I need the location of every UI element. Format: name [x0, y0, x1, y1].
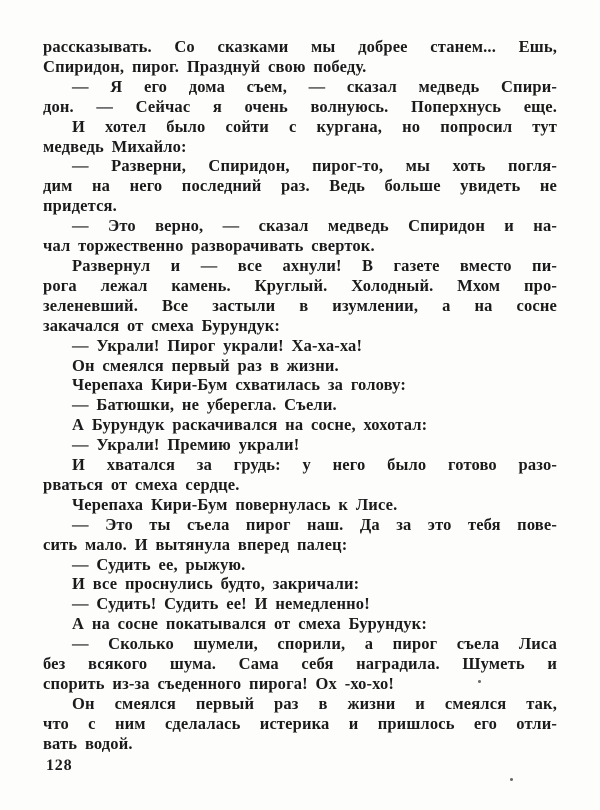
text-line: рассказывать. Со сказками мы добрее станем... Ешь,	[43, 37, 557, 56]
text-line: И хотел было сойти с кургана, но попросил тут	[72, 116, 557, 136]
text-line: Развернул и — все ахнули! В газете вместо пи-	[72, 255, 557, 275]
text-line: что с ним сделалась истерика и пришлось его отли-	[43, 713, 557, 733]
text-line: А Бурундук раскачивался на сосне, хохотал:	[72, 415, 428, 435]
text-line: сить мало. И вытянула вперед палец:	[43, 534, 348, 554]
text-line: Он смеялся первый раз в жизни.	[72, 355, 339, 375]
text-line: И хватался за грудь: у него было готово разо-	[72, 455, 557, 475]
text-line: зеленевший. Все застыли в изумлении, а на сосне	[43, 295, 557, 315]
text-line: — Украли! Премию украли!	[72, 435, 300, 455]
text-line: вать водой.	[43, 733, 133, 753]
text-line: придется.	[43, 196, 117, 216]
text-line: рога лежал камень. Круглый. Холодный. Мхом про-	[43, 275, 557, 295]
page-number: 128	[46, 757, 73, 774]
text-line: — Судить! Судить ее! И немедленно!	[72, 594, 370, 614]
text-line: — Судить ее, рыжую.	[72, 554, 246, 574]
text-line: А на сосне покатывался от смеха Бурундук:	[72, 614, 427, 634]
text-line: Спиридон, пирог. Празднуй свою победу.	[43, 56, 367, 76]
text-line: — Это верно, — сказал медведь Спиридон и на-	[72, 216, 557, 236]
text-line: — Я его дома съем, — сказал медведь Спири-	[72, 76, 557, 96]
text-line: — Это ты съела пирог наш. Да за это тебя пове-	[72, 514, 557, 534]
text-line: — Батюшки, не уберегла. Съели.	[72, 395, 337, 415]
text-line: рваться от смеха сердце.	[43, 474, 240, 494]
text-line: Черепаха Кири-Бум схватилась за голову:	[72, 375, 406, 395]
page-text	[43, 37, 557, 754]
text-line: — Разверни, Спиридон, пирог-то, мы хоть погля-	[72, 156, 557, 176]
text-line: Черепаха Кири-Бум повернулась к Лисе.	[72, 494, 398, 514]
text-line: чал торжественно разворачивать сверток.	[43, 236, 375, 256]
text-line: Он смеялся первый раз в жизни и смеялся так,	[72, 693, 557, 713]
text-line: без всякого шума. Сама себя наградила. Шуметь и	[43, 654, 557, 674]
text-line: И все проснулись будто, закричали:	[72, 574, 360, 594]
text-line: дон. — Сейчас я очень волнуюсь. Поперхнусь еще.	[43, 96, 557, 116]
text-line: — Украли! Пирог украли! Ха-ха-ха!	[72, 335, 363, 355]
text-line: — Сколько шумели, спорили, а пирог съела Лиса	[72, 634, 557, 654]
text-line: дим на него последний раз. Ведь больше увидеть не	[43, 176, 557, 196]
ink-speck	[510, 778, 513, 781]
text-line: спорить из-за съеденного пирога! Ох -хо-хо!	[43, 674, 394, 693]
ink-speck	[478, 680, 481, 683]
text-line: медведь Михайло:	[43, 136, 187, 156]
text-line: закачался от смеха Бурундук:	[43, 315, 281, 335]
